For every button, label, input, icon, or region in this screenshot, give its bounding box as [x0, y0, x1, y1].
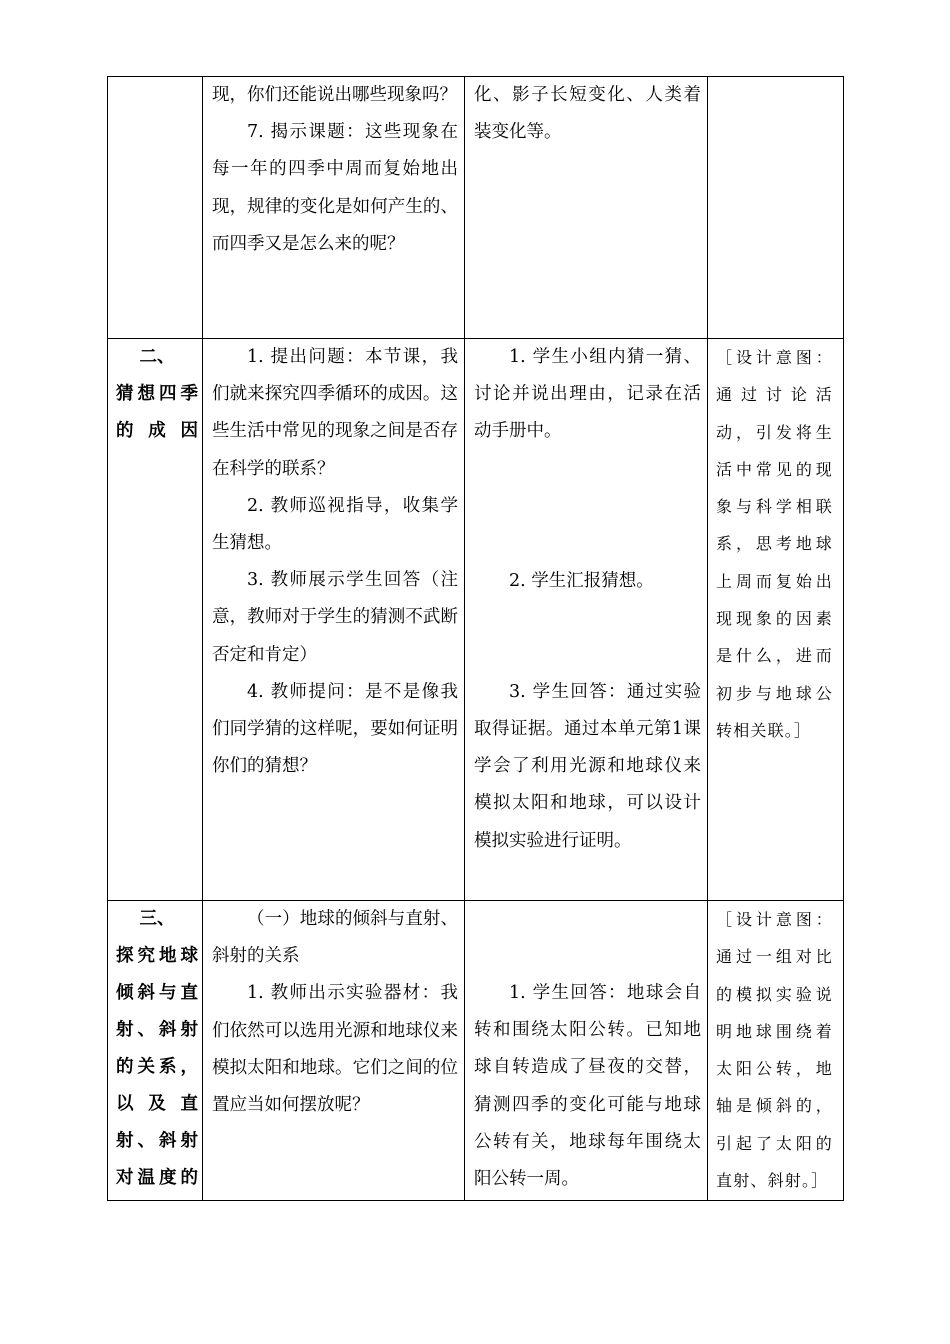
stage-title-line: 探究地球 [116, 946, 198, 966]
student-activity-cell [465, 339, 708, 901]
student-activity-cell [465, 901, 708, 1201]
design-intent-note: ［设计意图：通过一组对比的模拟实验说明地球围绕着太阳公转，地轴是倾斜的，引起了太阳的直射、斜射。］ [716, 910, 833, 1191]
student-paragraph: 1. 学生回答：地球会自转和围绕太阳公转。已知地球自转造成了昼夜的交替，猜测四季的变化可能与地球公转有关，地球每年围绕太阳公转一周。 [474, 983, 701, 1190]
stage-cell [108, 77, 203, 339]
teacher-paragraph: 4. 教师提问：是不是像我们同学猜的这样呢，要如何证明你们的猜想？ [212, 681, 458, 777]
lesson-plan-table [107, 76, 844, 1201]
stage-title-line: 二、 [139, 347, 175, 367]
stage-title-line: 倾斜与直 [116, 983, 198, 1003]
table-row [108, 77, 844, 339]
teacher-activity-cell [203, 901, 465, 1201]
teacher-activity-cell [203, 339, 465, 901]
stage-title-line: 的成因 [116, 421, 198, 441]
design-intent-cell [708, 77, 844, 339]
teacher-paragraph: 1. 教师出示实验器材：我们依然可以选用光源和地球仪来模拟太阳和地球。它们之间的位置应当如何摆放呢？ [212, 983, 458, 1116]
teacher-paragraph: （一）地球的倾斜与直射、斜射的关系 [212, 909, 458, 967]
student-paragraph: 2. 学生汇报猜想。 [509, 570, 654, 591]
student-paragraph: 1. 学生小组内猜一猜、讨论并说出理由，记录在活动手册中。 [474, 347, 701, 442]
stage-title-line: 射、斜射 [116, 1131, 198, 1151]
table-row [108, 339, 844, 901]
student-activity-cell [465, 77, 708, 339]
stage-cell [108, 339, 203, 901]
teacher-paragraph: 7. 揭示课题：这些现象在每一年的四季中周而复始地出现，规律的变化是如何产生的、而四季又是怎么来的呢？ [212, 122, 458, 254]
stage-title-line: 猜想四季 [116, 384, 198, 404]
teacher-paragraph: 现，你们还能说出哪些现象吗？ [212, 85, 457, 105]
teacher-activity-cell [203, 77, 465, 339]
stage-title-line: 对温度的 [116, 1168, 198, 1188]
teacher-paragraph: 3. 教师展示学生回答（注意，教师对于学生的猜测不武断否定和肯定） [212, 570, 458, 665]
stage-title-line: 的关系， [116, 1057, 198, 1077]
design-intent-cell [708, 901, 844, 1201]
student-paragraph: 3. 学生回答：通过实验取得证据。通过本单元第1课学会了利用光源和地球仪来模拟太阳和地球，可以设计模拟实验进行证明。 [474, 681, 701, 851]
stage-title-line: 以及直 [116, 1094, 198, 1114]
teacher-paragraph: 1. 提出问题：本节课，我们就来探究四季循环的成因。这些生活中常见的现象之间是否存在科学的联系？ [212, 347, 458, 479]
stage-cell [108, 901, 203, 1201]
student-paragraph: 化、影子长短变化、人类着装变化等。 [474, 85, 701, 143]
design-intent-note: ［设计意图：通过讨论活动，引发将生活中常见的现象与科学相联系，思考地球上周而复始出现现象的因素是什么，进而初步与地球公转相关联。］ [716, 348, 833, 740]
table-row [108, 901, 844, 1201]
teacher-paragraph: 2. 教师巡视指导，收集学生猜想。 [212, 495, 458, 554]
stage-title-line: 射、斜射 [116, 1020, 198, 1040]
design-intent-cell [708, 339, 844, 901]
stage-title-line: 三、 [139, 909, 175, 929]
